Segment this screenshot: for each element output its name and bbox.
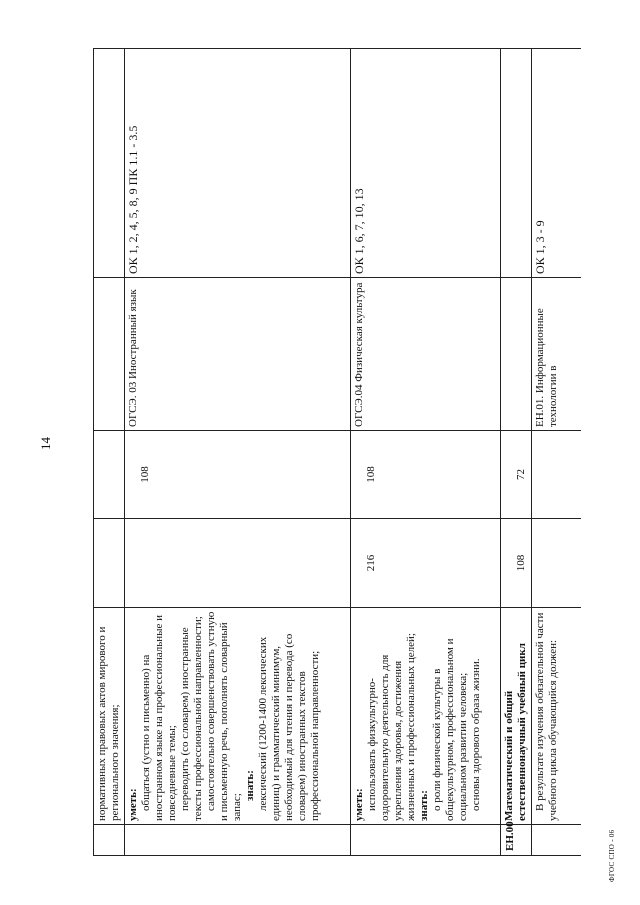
content-cell	[532, 608, 582, 825]
mandatory-hours-cell	[94, 431, 125, 519]
mandatory-hours-cell: 72	[501, 431, 532, 519]
content-line: общаться (устно и письменно) на иностранном языке на профессиональные и повседневные темы;	[140, 614, 178, 821]
content-line: о роли физической культуры в общекультурном, профессиональном и социальном развитии человека;	[431, 638, 469, 821]
max-hours-cell: 108	[501, 519, 532, 608]
table-row	[351, 49, 501, 856]
content-line: знать:	[418, 790, 430, 821]
discipline-cell	[501, 278, 532, 431]
competencies-cell: ОК 1, 6, 7, 10, 13	[351, 49, 501, 278]
max-hours-cell: 216	[351, 519, 501, 608]
page-number: 14	[38, 437, 53, 450]
mandatory-hours-cell: 108	[125, 431, 351, 519]
content-line: переводить (со словарем) иностранные тексты профессиональной направленности;	[179, 616, 204, 821]
content-line: знать:	[244, 770, 256, 801]
max-hours-cell	[94, 519, 125, 608]
content-line: нормативных правовых актов мирового и регионального значения;	[96, 626, 121, 821]
content-cell	[125, 608, 351, 825]
discipline-cell: ОГСЭ.04 Физическая культура	[351, 278, 501, 431]
max-hours-cell	[125, 519, 351, 608]
content-line: самостоятельно совершенствовать устную и письменную речь, пополнять словарный запас;	[205, 611, 243, 821]
content-line: лексический (1200-1400 лексических единиц) и грамматический минимум, необходимый для чтения и перевода (со словарем) иностранных текстов профессиональной направленности;	[257, 633, 321, 821]
content-line: уметь:	[353, 788, 365, 821]
table-frame	[93, 48, 581, 856]
cycle-code-cell	[351, 825, 501, 856]
competencies-cell	[501, 49, 532, 278]
cycle-code-cell	[125, 825, 351, 856]
content-cell	[94, 608, 125, 825]
content-line: В результате изучения обязательной части учебного цикла обучающийся должен:	[534, 612, 559, 821]
curriculum-table	[93, 48, 581, 856]
discipline-cell: ЕН.01. Информационные технологии в	[532, 278, 582, 431]
content-line: уметь:	[127, 788, 139, 821]
competencies-cell	[94, 49, 125, 278]
cycle-code-cell: ЕН.00	[501, 825, 532, 856]
max-hours-cell	[532, 519, 582, 608]
table-row	[94, 49, 125, 856]
cycle-code-cell	[94, 825, 125, 856]
content-cell	[501, 608, 532, 825]
content-line: использовать физкультурно-оздоровительную деятельность для укрепления здоровья, достижения жизненных и профессиональных целей;	[366, 633, 417, 821]
content-cell	[351, 608, 501, 825]
rotated-table-wrapper	[93, 48, 581, 856]
mandatory-hours-cell: 108	[351, 431, 501, 519]
footer-code: ФГОС СПО - 06	[608, 829, 616, 882]
table-row	[125, 49, 351, 856]
table-row	[501, 49, 532, 856]
cycle-code-cell	[532, 825, 582, 856]
mandatory-hours-cell	[532, 431, 582, 519]
discipline-cell: ОГСЭ. 03 Иностранный язык	[125, 278, 351, 431]
competencies-cell: ОК 1, 2, 4, 5, 8, 9 ПК 1.1 - 3.5	[125, 49, 351, 278]
table-row	[532, 49, 582, 856]
content-line: основы здорового образа жизни.	[470, 658, 482, 811]
content-line: Математический и общий естественнонаучный учебный цикл	[503, 643, 528, 821]
competencies-cell: ОК 1, 3 - 9	[532, 49, 582, 278]
discipline-cell	[94, 278, 125, 431]
